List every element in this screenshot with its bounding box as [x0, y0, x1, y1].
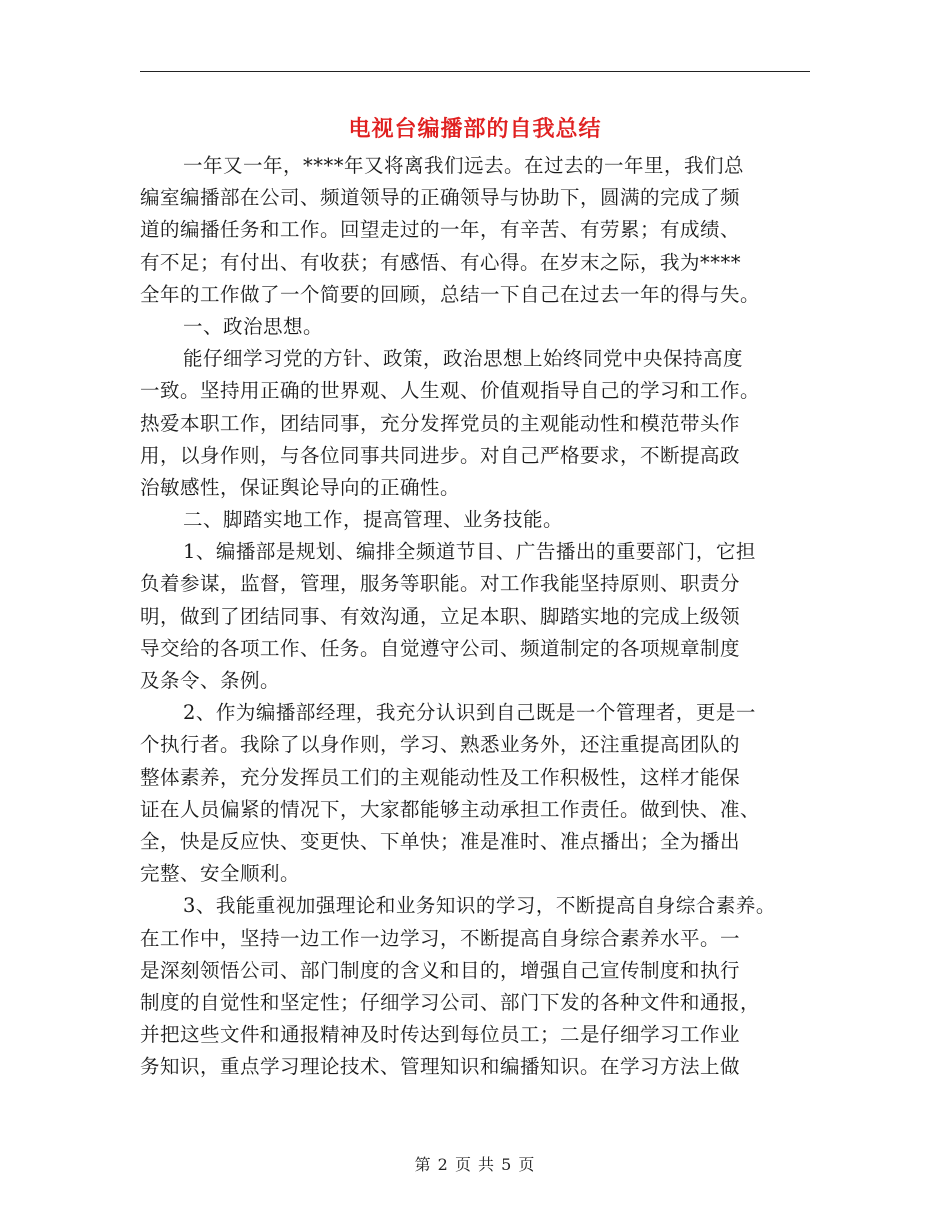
text-line: 负着参谋，监督，管理，服务等职能。对工作我能坚持原则、职责分 [140, 572, 741, 596]
text-line: 及条令、条例。 [140, 669, 281, 692]
text-line: 全，快是反应快、变更快、下单快；准是准时、准点播出；全为播出 [140, 829, 741, 853]
text-line: 二、脚踏实地工作，提高管理、业务技能。 [183, 508, 564, 532]
text-line: 是深刻领悟公司、部门制度的含义和目的，增强自己宣传制度和执行 [140, 958, 741, 982]
text-line: 整体素养，充分发挥员工们的主观能动性及工作积极性，这样才能保 [140, 765, 741, 789]
text-line: 热爱本职工作，团结同事，充分发挥党员的主观能动性和模范带头作 [140, 411, 741, 435]
header-rule [140, 71, 810, 72]
text-line: 3、我能重视加强理论和业务知识的学习，不断提高自身综合素养。 [183, 894, 776, 918]
text-line: 证在人员偏紧的情况下，大家都能够主动承担工作责任。做到快、准、 [140, 797, 761, 821]
document-body [140, 150, 820, 1083]
text-line: 一年又一年，****年又将离我们远去。在过去的一年里，我们总 [183, 154, 745, 177]
text-line: 制度的自觉性和坚定性；仔细学习公司、部门下发的各种文件和通报， [140, 990, 761, 1014]
text-line: 编室编播部在公司、频道领导的正确领导与协助下，圆满的完成了频 [140, 186, 741, 210]
text-line: 明，做到了团结同事、有效沟通，立足本职、脚踏实地的完成上级领 [140, 604, 741, 628]
text-line: 道的编播任务和工作。回望走过的一年，有辛苦、有劳累；有成绩、 [140, 218, 741, 242]
text-line: 有不足；有付出、有收获；有感悟、有心得。在岁末之际，我为**** [140, 250, 742, 274]
text-line: 全年的工作做了一个简要的回顾，总结一下自己在过去一年的得与失。 [140, 282, 761, 306]
text-line: 能仔细学习党的方针、政策，政治思想上始终同党中央保持高度 [183, 347, 744, 371]
page-footer: 第 2 页 共 5 页 [414, 1155, 536, 1174]
text-line: 1、编播部是规划、编排全频道节目、广告播出的重要部门，它担 [183, 540, 756, 564]
text-line: 并把这些文件和通报精神及时传达到每位员工；二是仔细学习工作业 [140, 1023, 741, 1047]
text-line: 在工作中，坚持一边工作一边学习，不断提高自身综合素养水平。一 [140, 926, 741, 950]
text-line: 导交给的各项工作、任务。自觉遵守公司、频道制定的各项规章制度 [140, 636, 741, 660]
text-line: 用，以身作则，与各位同事共同进步。对自己严格要求，不断提高政 [140, 443, 741, 467]
text-line: 一致。坚持用正确的世界观、人生观、价值观指导自己的学习和工作。 [140, 379, 761, 403]
text-line: 治敏感性，保证舆论导向的正确性。 [140, 475, 461, 499]
text-line: 务知识，重点学习理论技术、管理知识和编播知识。在学习方法上做 [140, 1055, 741, 1079]
text-line: 完整、安全顺利。 [140, 862, 301, 886]
text-line: 个执行者。我除了以身作则，学习、熟悉业务外，还注重提高团队的 [140, 733, 741, 757]
document-title: 电视台编播部的自我总结 [348, 116, 602, 142]
text-line: 一、政治思想。 [183, 314, 324, 338]
text-line: 2、作为编播部经理，我充分认识到自己既是一个管理者，更是一 [183, 701, 756, 725]
